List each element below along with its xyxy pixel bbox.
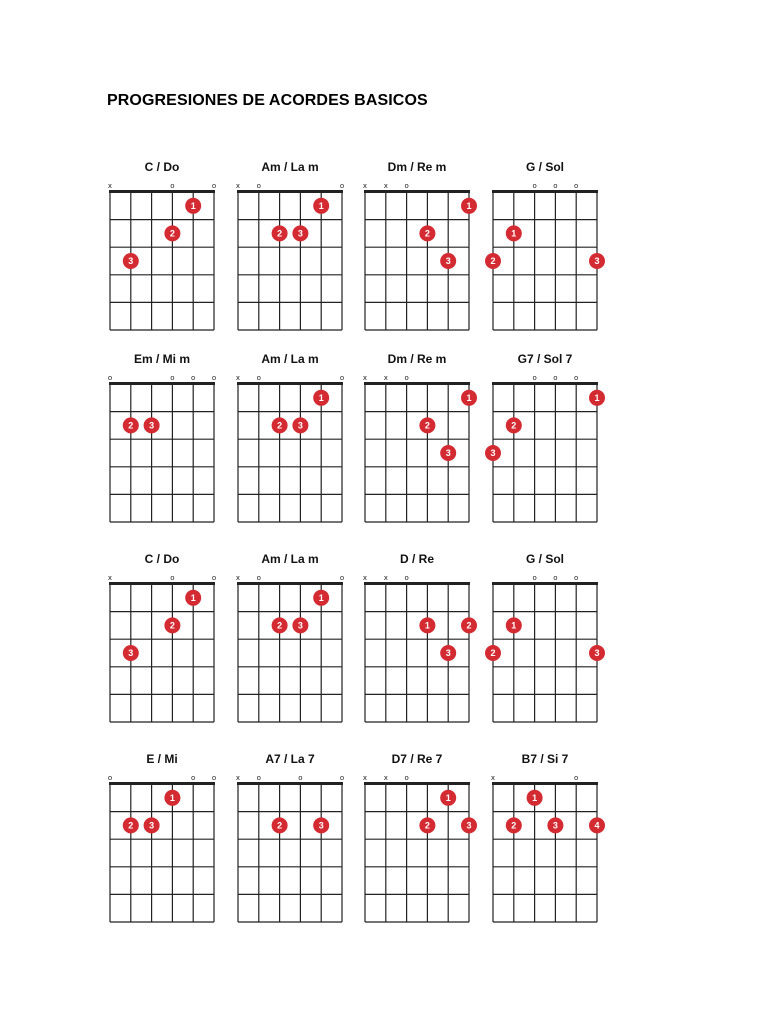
open-string-marker: o xyxy=(553,574,558,582)
finger-dot xyxy=(506,225,522,241)
muted-string-marker: x xyxy=(235,574,241,582)
open-string-marker: o xyxy=(574,374,579,382)
finger-dot xyxy=(292,617,308,633)
muted-string-marker: x xyxy=(383,774,388,782)
nut xyxy=(492,582,598,585)
finger-dot xyxy=(185,590,201,606)
finger-number: 1 xyxy=(318,592,324,603)
fretboard xyxy=(490,168,617,346)
nut xyxy=(364,782,470,785)
open-string-marker: o xyxy=(339,774,345,782)
nut xyxy=(237,582,343,585)
nut xyxy=(237,190,343,193)
finger-dot xyxy=(292,417,308,433)
finger-number: 3 xyxy=(490,448,496,458)
finger-number: 2 xyxy=(424,820,430,831)
finger-dot xyxy=(144,417,160,433)
page-title: PROGRESIONES DE ACORDES BASICOS xyxy=(107,92,428,109)
finger-dot xyxy=(123,417,139,433)
chord-diagram xyxy=(107,352,240,532)
fretboard xyxy=(362,360,489,538)
open-string-marker: o xyxy=(532,182,537,190)
finger-number: 2 xyxy=(128,420,134,431)
finger-number: 2 xyxy=(277,620,283,631)
open-string-marker: o xyxy=(256,374,261,382)
fretboard xyxy=(107,560,234,738)
open-string-marker: o xyxy=(256,574,261,582)
open-string-marker: o xyxy=(256,774,261,782)
finger-number: 1 xyxy=(511,620,517,631)
fretboard xyxy=(362,560,489,738)
finger-number: 3 xyxy=(318,820,324,831)
chord-diagram xyxy=(107,552,240,732)
muted-string-marker: x xyxy=(490,774,496,782)
open-string-marker: o xyxy=(256,182,261,190)
finger-dot xyxy=(589,253,605,269)
chord-diagram xyxy=(490,552,623,732)
finger-dot xyxy=(272,817,288,833)
chord-diagram xyxy=(107,160,240,340)
finger-number: 3 xyxy=(594,648,600,658)
chord-diagram xyxy=(107,752,240,932)
chord-name: C / Do xyxy=(144,160,180,174)
finger-dot xyxy=(123,817,139,833)
open-string-marker: o xyxy=(339,182,345,190)
finger-dot xyxy=(419,417,435,433)
finger-number: 2 xyxy=(424,420,430,431)
finger-number: 3 xyxy=(297,420,303,431)
chord-name: Am / La m xyxy=(261,352,319,366)
open-string-marker: o xyxy=(574,774,579,782)
nut xyxy=(364,382,470,385)
finger-dot xyxy=(461,198,477,214)
fretboard xyxy=(107,168,234,346)
finger-dot xyxy=(292,225,308,241)
finger-number: 2 xyxy=(466,620,472,631)
finger-number: 1 xyxy=(169,792,175,803)
finger-number: 1 xyxy=(466,200,472,211)
open-string-marker: o xyxy=(107,374,113,382)
finger-number: 2 xyxy=(169,228,175,239)
chord-diagram xyxy=(235,752,368,932)
finger-dot xyxy=(313,590,329,606)
finger-number: 4 xyxy=(594,820,600,831)
open-string-marker: o xyxy=(211,574,217,582)
fretboard xyxy=(235,760,362,938)
finger-number: 2 xyxy=(490,256,496,266)
open-string-marker: o xyxy=(107,774,113,782)
finger-number: 2 xyxy=(277,820,283,831)
finger-number: 2 xyxy=(128,820,134,831)
fretboard xyxy=(490,360,617,538)
chord-diagram xyxy=(362,552,495,732)
open-string-marker: o xyxy=(191,774,196,782)
nut xyxy=(492,782,598,785)
open-string-marker: o xyxy=(211,182,217,190)
finger-dot xyxy=(461,390,477,406)
finger-number: 3 xyxy=(149,420,155,431)
open-string-marker: o xyxy=(404,182,409,190)
chord-name: D7 / Re 7 xyxy=(391,752,443,766)
chord-name: Em / Mi m xyxy=(133,352,190,366)
finger-dot xyxy=(589,390,605,406)
finger-dot xyxy=(272,617,288,633)
finger-number: 1 xyxy=(318,200,324,211)
finger-number: 1 xyxy=(445,792,451,803)
chord-diagram xyxy=(490,352,623,532)
fretboard xyxy=(235,560,362,738)
finger-number: 3 xyxy=(445,256,451,266)
finger-dot xyxy=(440,253,456,269)
open-string-marker: o xyxy=(553,182,558,190)
muted-string-marker: x xyxy=(362,774,368,782)
muted-string-marker: x xyxy=(107,182,113,190)
nut xyxy=(237,382,343,385)
open-string-marker: o xyxy=(191,374,196,382)
finger-dot xyxy=(123,253,139,269)
nut xyxy=(109,382,215,385)
open-string-marker: o xyxy=(211,374,217,382)
open-string-marker: o xyxy=(574,574,579,582)
chord-name: G / Sol xyxy=(525,160,564,174)
finger-dot xyxy=(506,617,522,633)
nut xyxy=(109,782,215,785)
finger-number: 2 xyxy=(169,620,175,631)
finger-dot xyxy=(123,645,139,661)
chord-diagram xyxy=(362,352,495,532)
finger-dot xyxy=(313,817,329,833)
open-string-marker: o xyxy=(170,374,175,382)
finger-number: 1 xyxy=(318,392,324,403)
chord-name: E / Mi xyxy=(146,752,178,766)
finger-number: 3 xyxy=(297,228,303,239)
open-string-marker: o xyxy=(170,182,175,190)
chord-diagram xyxy=(362,752,495,932)
muted-string-marker: x xyxy=(235,374,241,382)
chord-diagram xyxy=(490,752,623,932)
finger-number: 1 xyxy=(532,792,538,803)
chord-name: D / Re xyxy=(399,552,434,566)
muted-string-marker: x xyxy=(235,774,241,782)
finger-number: 3 xyxy=(552,820,558,831)
finger-dot xyxy=(164,617,180,633)
open-string-marker: o xyxy=(298,774,303,782)
chord-diagram xyxy=(362,160,495,340)
muted-string-marker: x xyxy=(107,574,113,582)
nut xyxy=(492,190,598,193)
finger-dot xyxy=(461,817,477,833)
finger-dot xyxy=(440,645,456,661)
finger-number: 2 xyxy=(511,820,517,831)
finger-dot xyxy=(527,790,543,806)
finger-number: 2 xyxy=(424,228,430,239)
finger-number: 2 xyxy=(277,420,283,431)
open-string-marker: o xyxy=(211,774,217,782)
muted-string-marker: x xyxy=(383,374,388,382)
muted-string-marker: x xyxy=(383,182,388,190)
fretboard xyxy=(235,168,362,346)
finger-number: 1 xyxy=(190,200,196,211)
chord-diagram xyxy=(235,552,368,732)
fretboard xyxy=(362,760,489,938)
fretboard xyxy=(107,360,234,538)
open-string-marker: o xyxy=(553,374,558,382)
fretboard xyxy=(490,760,617,938)
finger-dot xyxy=(272,225,288,241)
finger-dot xyxy=(419,225,435,241)
chord-name: A7 / La 7 xyxy=(265,752,315,766)
finger-dot xyxy=(419,817,435,833)
finger-dot xyxy=(440,790,456,806)
finger-dot xyxy=(485,253,501,269)
nut xyxy=(364,582,470,585)
open-string-marker: o xyxy=(574,182,579,190)
chord-name: C / Do xyxy=(144,552,180,566)
finger-number: 2 xyxy=(490,648,496,658)
finger-dot xyxy=(547,817,563,833)
fretboard xyxy=(362,168,489,346)
finger-dot xyxy=(313,390,329,406)
finger-dot xyxy=(164,225,180,241)
chord-name: G / Sol xyxy=(525,552,564,566)
muted-string-marker: x xyxy=(362,574,368,582)
chord-diagram xyxy=(235,352,368,532)
finger-number: 1 xyxy=(594,392,600,403)
open-string-marker: o xyxy=(339,374,345,382)
finger-number: 3 xyxy=(466,820,472,831)
chord-diagram xyxy=(490,160,623,340)
finger-dot xyxy=(313,198,329,214)
finger-number: 3 xyxy=(149,820,155,831)
fretboard xyxy=(107,760,234,938)
finger-dot xyxy=(419,617,435,633)
finger-number: 3 xyxy=(445,448,451,458)
finger-number: 1 xyxy=(424,620,430,631)
chord-name: G7 / Sol 7 xyxy=(517,352,573,366)
finger-dot xyxy=(589,817,605,833)
open-string-marker: o xyxy=(339,574,345,582)
finger-dot xyxy=(506,817,522,833)
finger-number: 3 xyxy=(445,648,451,658)
chord-name: Am / La m xyxy=(261,552,319,566)
nut xyxy=(109,582,215,585)
fretboard xyxy=(490,560,617,738)
finger-number: 3 xyxy=(128,256,134,266)
finger-dot xyxy=(272,417,288,433)
chord-name: Am / La m xyxy=(261,160,319,174)
finger-dot xyxy=(164,790,180,806)
open-string-marker: o xyxy=(170,574,175,582)
open-string-marker: o xyxy=(532,574,537,582)
finger-dot xyxy=(485,645,501,661)
muted-string-marker: x xyxy=(383,574,388,582)
muted-string-marker: x xyxy=(362,374,368,382)
chord-name: Dm / Re m xyxy=(387,352,447,366)
finger-dot xyxy=(506,417,522,433)
finger-dot xyxy=(485,445,501,461)
open-string-marker: o xyxy=(404,374,409,382)
muted-string-marker: x xyxy=(235,182,241,190)
nut xyxy=(237,782,343,785)
finger-number: 3 xyxy=(594,256,600,266)
finger-number: 3 xyxy=(128,648,134,658)
finger-number: 1 xyxy=(190,592,196,603)
nut xyxy=(364,190,470,193)
fretboard xyxy=(235,360,362,538)
finger-number: 2 xyxy=(277,228,283,239)
finger-dot xyxy=(144,817,160,833)
open-string-marker: o xyxy=(404,574,409,582)
finger-number: 1 xyxy=(511,228,517,239)
nut xyxy=(109,190,215,193)
open-string-marker: o xyxy=(532,374,537,382)
muted-string-marker: x xyxy=(362,182,368,190)
finger-number: 1 xyxy=(466,392,472,403)
finger-dot xyxy=(461,617,477,633)
finger-number: 2 xyxy=(511,420,517,431)
finger-number: 3 xyxy=(297,620,303,631)
chord-diagram xyxy=(235,160,368,340)
open-string-marker: o xyxy=(404,774,409,782)
finger-dot xyxy=(185,198,201,214)
finger-dot xyxy=(589,645,605,661)
chord-name: Dm / Re m xyxy=(387,160,447,174)
nut xyxy=(492,382,598,385)
chord-name: B7 / Si 7 xyxy=(521,752,569,766)
finger-dot xyxy=(440,445,456,461)
